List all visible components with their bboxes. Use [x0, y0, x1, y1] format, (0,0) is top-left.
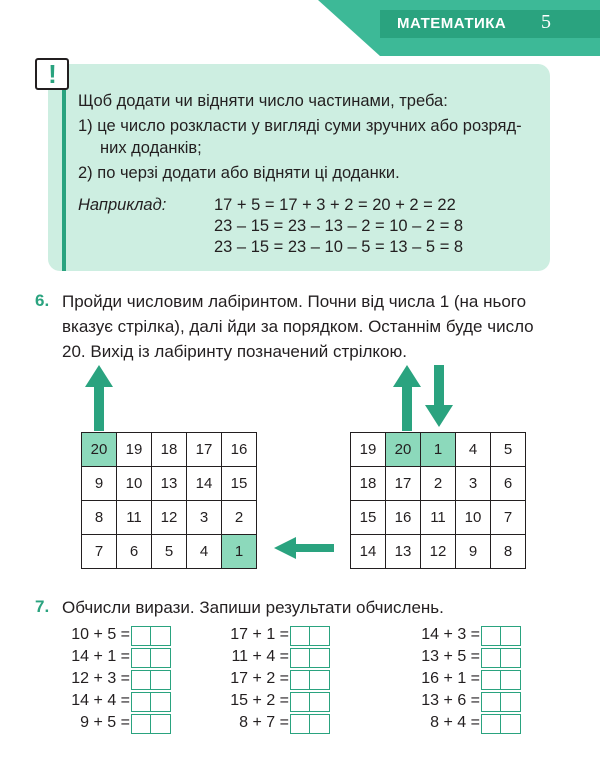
answer-box[interactable] — [309, 626, 330, 646]
answer-box[interactable] — [150, 714, 171, 734]
answer-box[interactable] — [481, 648, 502, 668]
maze-cell[interactable]: 2 — [421, 467, 456, 501]
maze-cell[interactable]: 5 — [152, 535, 187, 569]
rule-step-1-line-2: них доданків; — [100, 139, 202, 157]
answer-box[interactable] — [500, 692, 521, 712]
expression: 8 + 4 = — [430, 714, 480, 731]
expression: 14 + 3 = — [421, 626, 480, 643]
maze-cell[interactable]: 18 — [152, 433, 187, 467]
maze-cell[interactable]: 4 — [187, 535, 222, 569]
expression: 14 + 1 = — [71, 648, 130, 665]
answer-box[interactable] — [131, 692, 152, 712]
answer-box[interactable] — [131, 714, 152, 734]
rule-step-1-line-1: 1) це число розкласти у вигляді суми зручних або розряд- — [78, 117, 522, 135]
maze-cell[interactable]: 11 — [421, 501, 456, 535]
maze-cell[interactable]: 3 — [456, 467, 491, 501]
maze-cell[interactable]: 16 — [386, 501, 421, 535]
exit-arrow-up-icon — [392, 365, 422, 431]
subject-title: МАТЕМАТИКА — [397, 15, 507, 32]
answer-box[interactable] — [150, 626, 171, 646]
example-label: Наприклад: — [78, 196, 167, 214]
maze-cell[interactable]: 14 — [187, 467, 222, 501]
answer-box[interactable] — [481, 714, 502, 734]
maze-cell[interactable]: 8 — [491, 535, 526, 569]
expression: 15 + 2 = — [230, 692, 289, 709]
answer-box[interactable] — [500, 714, 521, 734]
maze-left — [81, 432, 257, 569]
maze-cell-start[interactable]: 1 — [421, 433, 456, 467]
maze-cell[interactable]: 13 — [152, 467, 187, 501]
maze-cell[interactable]: 5 — [491, 433, 526, 467]
maze-cell[interactable]: 10 — [117, 467, 152, 501]
maze-cell[interactable]: 16 — [222, 433, 257, 467]
maze-cell-exit[interactable]: 20 — [386, 433, 421, 467]
answer-box[interactable] — [309, 692, 330, 712]
exercise-6-line-2: вказує стрілка), далі йди за порядком. Останнім буде число — [62, 317, 534, 336]
answer-box[interactable] — [309, 714, 330, 734]
maze-cell[interactable]: 9 — [82, 467, 117, 501]
maze-row — [351, 535, 526, 569]
maze-cell[interactable]: 19 — [117, 433, 152, 467]
expression: 13 + 6 = — [421, 692, 480, 709]
answer-box[interactable] — [290, 648, 311, 668]
answer-box[interactable] — [150, 648, 171, 668]
answer-box[interactable] — [131, 626, 152, 646]
answer-box[interactable] — [481, 692, 502, 712]
exercise-6-line-3: 20. Вихід із лабіринту позначений стрілкою. — [62, 342, 407, 361]
exercise-6-line-1: Пройди числовим лабіринтом. Почни від числа 1 (на нього — [62, 292, 527, 311]
expression: 8 + 7 = — [239, 714, 289, 731]
expression: 10 + 5 = — [71, 626, 130, 643]
maze-right — [350, 432, 526, 569]
example-equation-1: 17 + 5 = 17 + 3 + 2 = 20 + 2 = 22 — [214, 196, 456, 214]
rule-intro: Щоб додати чи відняти число частинами, треба: — [78, 92, 448, 110]
answer-box[interactable] — [290, 692, 311, 712]
example-equation-2: 23 – 15 = 23 – 13 – 2 = 10 – 2 = 8 — [214, 217, 464, 235]
answer-box[interactable] — [309, 648, 330, 668]
maze-cell[interactable]: 17 — [386, 467, 421, 501]
exclamation-icon: ! — [48, 59, 57, 89]
maze-cell-start[interactable]: 1 — [222, 535, 257, 569]
maze-cell[interactable]: 14 — [351, 535, 386, 569]
expression: 14 + 4 = — [71, 692, 130, 709]
maze-row — [351, 433, 526, 467]
maze-cell[interactable]: 15 — [351, 501, 386, 535]
maze-row — [82, 467, 257, 501]
answer-box[interactable] — [309, 670, 330, 690]
maze-cell[interactable]: 2 — [222, 501, 257, 535]
answer-box[interactable] — [150, 670, 171, 690]
maze-cell[interactable]: 12 — [421, 535, 456, 569]
maze-cell[interactable]: 10 — [456, 501, 491, 535]
maze-cell[interactable]: 15 — [222, 467, 257, 501]
maze-cell-exit[interactable]: 20 — [82, 433, 117, 467]
answer-box[interactable] — [290, 626, 311, 646]
page-number: 5 — [541, 11, 551, 33]
expression: 12 + 3 = — [71, 670, 130, 687]
maze-cell[interactable]: 17 — [187, 433, 222, 467]
maze-cell[interactable]: 11 — [117, 501, 152, 535]
maze-row — [351, 467, 526, 501]
answer-box[interactable] — [500, 648, 521, 668]
answer-box[interactable] — [481, 626, 502, 646]
expression: 9 + 5 = — [80, 714, 130, 731]
example-equation-3: 23 – 15 = 23 – 10 – 5 = 13 – 5 = 8 — [214, 238, 464, 256]
expression: 17 + 1 = — [230, 626, 289, 643]
maze-row — [82, 433, 257, 467]
answer-box[interactable] — [500, 670, 521, 690]
exit-arrow-up-icon — [84, 365, 114, 431]
maze-cell[interactable]: 7 — [82, 535, 117, 569]
maze-cell[interactable]: 13 — [386, 535, 421, 569]
expression: 16 + 1 = — [421, 670, 480, 687]
maze-row — [351, 501, 526, 535]
expression: 17 + 2 = — [230, 670, 289, 687]
answer-box[interactable] — [500, 626, 521, 646]
rule-box-accent-bar — [62, 86, 66, 271]
exercise-7-text: Обчисли вирази. Запиши результати обчислень. — [62, 598, 444, 617]
maze-cell[interactable]: 6 — [491, 467, 526, 501]
maze-cell[interactable]: 3 — [187, 501, 222, 535]
maze-cell[interactable]: 9 — [456, 535, 491, 569]
answer-box[interactable] — [290, 714, 311, 734]
answer-box[interactable] — [131, 670, 152, 690]
rule-step-2: 2) по черзі додати або відняти ці доданки. — [78, 164, 400, 182]
start-arrow-left-icon — [274, 536, 334, 560]
answer-box[interactable] — [131, 648, 152, 668]
start-arrow-down-icon — [424, 365, 454, 427]
answer-box[interactable] — [290, 670, 311, 690]
maze-row — [82, 501, 257, 535]
maze-cell[interactable]: 6 — [117, 535, 152, 569]
answer-box[interactable] — [481, 670, 502, 690]
maze-cell[interactable]: 12 — [152, 501, 187, 535]
answer-box[interactable] — [150, 692, 171, 712]
maze-cell[interactable]: 18 — [351, 467, 386, 501]
exercise-6-number: 6. — [35, 291, 50, 310]
maze-cell[interactable]: 8 — [82, 501, 117, 535]
exercise-7-number: 7. — [35, 597, 50, 616]
maze-row — [82, 535, 257, 569]
expression: 11 + 4 = — [231, 648, 289, 665]
maze-cell[interactable]: 19 — [351, 433, 386, 467]
maze-cell[interactable]: 7 — [491, 501, 526, 535]
expression: 13 + 5 = — [421, 648, 480, 665]
maze-cell[interactable]: 4 — [456, 433, 491, 467]
